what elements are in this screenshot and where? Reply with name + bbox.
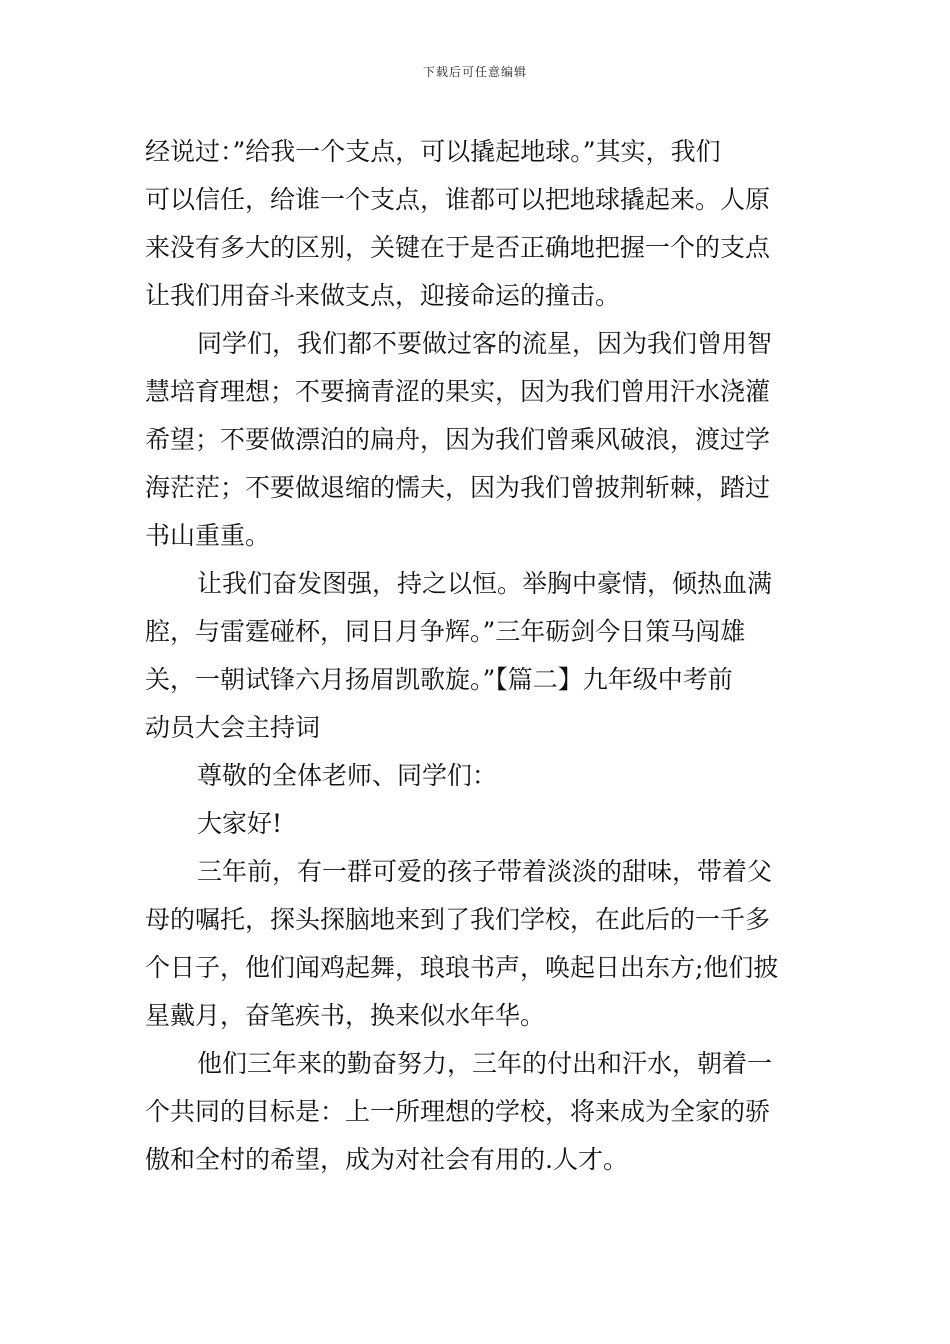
- text-line: 来没有多大的区别，关键在于是否正确地把握一个的支点: [145, 233, 771, 262]
- text-line: 尊敬的全体老师、同学们：: [197, 761, 498, 790]
- text-line: 个共同的目标是：上一所理想的学校，将来成为全家的骄: [145, 1097, 771, 1126]
- text-line: 腔，与雷霆碰杯，同日月争辉。”三年砺剑今日策马闯雄: [145, 617, 746, 646]
- text-line: 经说过：”给我一个支点，可以撬起地球。”其实，我们: [145, 137, 721, 166]
- text-line: 动员大会主持词: [145, 713, 321, 742]
- text-line: 关，一朝试锋六月扬眉凯歌旋。”【篇二】九年级中考前: [145, 665, 733, 694]
- text-line: 三年前，有一群可爱的孩子带着淡淡的甜味，带着父: [197, 857, 773, 886]
- text-line: 慧培育理想；不要摘青涩的果实，因为我们曾用汗水浇灌: [145, 377, 771, 406]
- text-line: 海茫茫；不要做退缩的懦夫，因为我们曾披荆斩棘，踏过: [145, 473, 771, 502]
- text-line: 让我们奋发图强，持之以恒。举胸中豪情，倾热血满: [197, 569, 773, 598]
- text-line: 他们三年来的勤奋努力，三年的付出和汗水，朝着一: [197, 1049, 773, 1078]
- text-line: 个日子，他们闻鸡起舞，琅琅书声，唤起日出东方;他们披: [145, 953, 779, 982]
- text-line: 傲和全村的希望，成为对社会有用的.人才。: [145, 1145, 628, 1174]
- text-line: 让我们用奋斗来做支点，迎接命运的撞击。: [145, 281, 621, 310]
- text-line: 可以信任，给谁一个支点，谁都可以把地球撬起来。人原: [145, 185, 771, 214]
- text-line: 星戴月，奋笔疾书，换来似水年华。: [145, 1001, 546, 1030]
- text-line: 母的嘱托，探头探脑地来到了我们学校，在此后的一千多: [145, 905, 771, 934]
- text-line: 书山重重。: [145, 521, 271, 550]
- text-line: 同学们，我们都不要做过客的流星，因为我们曾用智: [197, 329, 773, 358]
- document-body: [145, 128, 809, 1184]
- text-line: 大家好!: [197, 809, 283, 838]
- page-header: 下载后可任意编辑: [422, 65, 527, 79]
- text-line: 希望；不要做漂泊的扁舟，因为我们曾乘风破浪，渡过学: [145, 425, 771, 454]
